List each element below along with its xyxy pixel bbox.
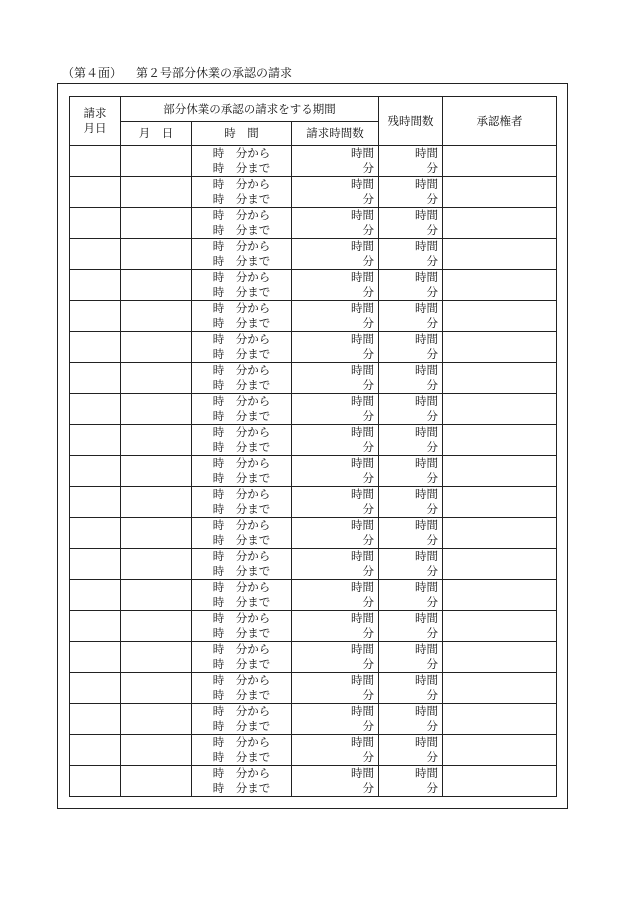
minutes-unit: 分 xyxy=(426,564,439,578)
time-from-label: 時 分から xyxy=(212,456,271,470)
hours-unit: 時間 xyxy=(415,425,439,439)
requested-hours-cell[interactable] xyxy=(292,146,379,177)
request-date-cell[interactable] xyxy=(70,611,121,642)
request-row xyxy=(70,363,557,394)
time-range-cell[interactable] xyxy=(192,487,292,518)
request-date-cell[interactable] xyxy=(70,673,121,704)
request-date-cell[interactable] xyxy=(70,704,121,735)
approver-cell[interactable] xyxy=(443,239,557,270)
hours-unit: 時間 xyxy=(415,177,439,191)
minutes-unit: 分 xyxy=(426,254,439,268)
time-range-cell[interactable] xyxy=(192,394,292,425)
month-day-cell[interactable] xyxy=(121,301,192,332)
time-from-label: 時 分から xyxy=(212,766,271,780)
request-date-cell[interactable] xyxy=(70,425,121,456)
remaining-hours-cell[interactable] xyxy=(379,332,443,363)
month-day-cell[interactable] xyxy=(121,735,192,766)
hours-unit: 時間 xyxy=(415,642,439,656)
minutes-unit: 分 xyxy=(426,502,439,516)
time-range-cell[interactable] xyxy=(192,363,292,394)
requested-hours-cell[interactable] xyxy=(292,425,379,456)
hours-unit: 時間 xyxy=(351,301,375,315)
remaining-hours-cell[interactable] xyxy=(379,146,443,177)
hours-unit: 時間 xyxy=(351,642,375,656)
hours-unit: 時間 xyxy=(415,704,439,718)
remaining-hours-header: 残時間数 xyxy=(379,97,443,146)
time-to-label: 時 分まで xyxy=(212,781,271,795)
time-to-label: 時 分まで xyxy=(212,719,271,733)
remaining-hours-cell[interactable] xyxy=(379,704,443,735)
remaining-hours-cell[interactable] xyxy=(379,456,443,487)
request-row xyxy=(70,611,557,642)
minutes-unit: 分 xyxy=(362,564,375,578)
month-day-cell[interactable] xyxy=(121,642,192,673)
time-to-label: 時 分まで xyxy=(212,409,271,423)
minutes-unit: 分 xyxy=(362,626,375,640)
approver-cell[interactable] xyxy=(443,611,557,642)
minutes-unit: 分 xyxy=(362,595,375,609)
time-to-label: 時 分まで xyxy=(212,347,271,361)
time-to-label: 時 分まで xyxy=(212,750,271,764)
approver-cell[interactable] xyxy=(443,673,557,704)
remaining-hours-cell[interactable] xyxy=(379,642,443,673)
time-range-cell[interactable] xyxy=(192,270,292,301)
time-range-cell[interactable] xyxy=(192,611,292,642)
time-from-label: 時 分から xyxy=(212,735,271,749)
minutes-unit: 分 xyxy=(426,440,439,454)
month-day-cell[interactable] xyxy=(121,549,192,580)
approver-cell[interactable] xyxy=(443,735,557,766)
request-row xyxy=(70,456,557,487)
month-day-cell[interactable] xyxy=(121,425,192,456)
remaining-hours-cell[interactable] xyxy=(379,239,443,270)
approver-cell[interactable] xyxy=(443,580,557,611)
time-to-label: 時 分まで xyxy=(212,626,271,640)
hours-unit: 時間 xyxy=(415,146,439,160)
remaining-hours-cell[interactable] xyxy=(379,270,443,301)
time-to-label: 時 分まで xyxy=(212,564,271,578)
form-title: 第２号部分休業の承認の請求 xyxy=(136,66,293,80)
minutes-unit: 分 xyxy=(426,161,439,175)
minutes-unit: 分 xyxy=(362,688,375,702)
time-from-label: 時 分から xyxy=(212,208,271,222)
request-date-cell[interactable] xyxy=(70,239,121,270)
requested-hours-cell[interactable] xyxy=(292,766,379,797)
request-row xyxy=(70,177,557,208)
hours-unit: 時間 xyxy=(415,673,439,687)
hours-unit: 時間 xyxy=(415,456,439,470)
minutes-unit: 分 xyxy=(426,688,439,702)
month-day-cell[interactable] xyxy=(121,487,192,518)
time-range-cell[interactable] xyxy=(192,518,292,549)
time-range-cell[interactable] xyxy=(192,301,292,332)
hours-unit: 時間 xyxy=(351,270,375,284)
hours-unit: 時間 xyxy=(351,363,375,377)
period-header: 部分休業の承認の請求をする期間 xyxy=(121,97,379,122)
month-day-cell[interactable] xyxy=(121,673,192,704)
approver-cell[interactable] xyxy=(443,146,557,177)
time-range-cell[interactable] xyxy=(192,766,292,797)
month-day-cell[interactable] xyxy=(121,704,192,735)
hours-unit: 時間 xyxy=(351,487,375,501)
minutes-unit: 分 xyxy=(362,471,375,485)
request-date-cell[interactable] xyxy=(70,208,121,239)
request-row xyxy=(70,425,557,456)
approver-cell[interactable] xyxy=(443,177,557,208)
minutes-unit: 分 xyxy=(426,223,439,237)
hours-unit: 時間 xyxy=(351,177,375,191)
time-from-label: 時 分から xyxy=(212,177,271,191)
approver-cell[interactable] xyxy=(443,208,557,239)
month-day-cell[interactable] xyxy=(121,270,192,301)
remaining-hours-cell[interactable] xyxy=(379,673,443,704)
time-to-label: 時 分まで xyxy=(212,254,271,268)
hours-unit: 時間 xyxy=(351,146,375,160)
approver-cell[interactable] xyxy=(443,456,557,487)
remaining-hours-cell[interactable] xyxy=(379,177,443,208)
request-table xyxy=(69,96,557,797)
remaining-hours-cell[interactable] xyxy=(379,766,443,797)
requested-hours-cell[interactable] xyxy=(292,363,379,394)
hours-unit: 時間 xyxy=(415,518,439,532)
request-date-cell[interactable] xyxy=(70,766,121,797)
time-header: 時 間 xyxy=(192,122,292,146)
hours-unit: 時間 xyxy=(415,239,439,253)
approver-header: 承認権者 xyxy=(443,97,557,146)
hours-unit: 時間 xyxy=(415,394,439,408)
approver-cell[interactable] xyxy=(443,363,557,394)
time-to-label: 時 分まで xyxy=(212,688,271,702)
approver-cell[interactable] xyxy=(443,425,557,456)
hours-unit: 時間 xyxy=(351,425,375,439)
time-from-label: 時 分から xyxy=(212,425,271,439)
requested-hours-cell[interactable] xyxy=(292,735,379,766)
minutes-unit: 分 xyxy=(426,471,439,485)
request-row xyxy=(70,518,557,549)
approver-cell[interactable] xyxy=(443,487,557,518)
month-day-cell[interactable] xyxy=(121,332,192,363)
time-range-cell[interactable] xyxy=(192,332,292,363)
month-day-cell[interactable] xyxy=(121,239,192,270)
requested-hours-cell[interactable] xyxy=(292,456,379,487)
requested-hours-cell[interactable] xyxy=(292,518,379,549)
hours-unit: 時間 xyxy=(415,301,439,315)
approver-cell[interactable] xyxy=(443,270,557,301)
time-range-cell[interactable] xyxy=(192,208,292,239)
time-range-cell[interactable] xyxy=(192,549,292,580)
minutes-unit: 分 xyxy=(426,409,439,423)
request-row xyxy=(70,580,557,611)
time-range-cell[interactable] xyxy=(192,239,292,270)
requested-hours-cell[interactable] xyxy=(292,394,379,425)
approver-cell[interactable] xyxy=(443,766,557,797)
remaining-hours-cell[interactable] xyxy=(379,518,443,549)
hours-unit: 時間 xyxy=(351,456,375,470)
hours-unit: 時間 xyxy=(415,735,439,749)
time-to-label: 時 分まで xyxy=(212,161,271,175)
month-day-cell[interactable] xyxy=(121,518,192,549)
approver-cell[interactable] xyxy=(443,642,557,673)
month-day-cell[interactable] xyxy=(121,580,192,611)
time-to-label: 時 分まで xyxy=(212,192,271,206)
time-range-cell[interactable] xyxy=(192,146,292,177)
minutes-unit: 分 xyxy=(362,750,375,764)
hours-unit: 時間 xyxy=(351,673,375,687)
request-row xyxy=(70,394,557,425)
remaining-hours-cell[interactable] xyxy=(379,611,443,642)
request-date-header: 請求 月日 xyxy=(70,97,121,146)
hours-unit: 時間 xyxy=(415,208,439,222)
minutes-unit: 分 xyxy=(426,533,439,547)
request-row xyxy=(70,735,557,766)
requested-hours-cell[interactable] xyxy=(292,611,379,642)
time-range-cell[interactable] xyxy=(192,735,292,766)
requested-hours-cell[interactable] xyxy=(292,270,379,301)
minutes-unit: 分 xyxy=(426,750,439,764)
time-range-cell[interactable] xyxy=(192,673,292,704)
month-day-header: 月 日 xyxy=(121,122,192,146)
minutes-unit: 分 xyxy=(362,378,375,392)
hours-unit: 時間 xyxy=(351,332,375,346)
hours-unit: 時間 xyxy=(415,766,439,780)
request-date-cell[interactable] xyxy=(70,549,121,580)
minutes-unit: 分 xyxy=(362,192,375,206)
hours-unit: 時間 xyxy=(415,549,439,563)
time-to-label: 時 分まで xyxy=(212,533,271,547)
hours-unit: 時間 xyxy=(415,270,439,284)
hours-unit: 時間 xyxy=(351,549,375,563)
request-date-cell[interactable] xyxy=(70,363,121,394)
time-from-label: 時 分から xyxy=(212,146,271,160)
month-day-cell[interactable] xyxy=(121,611,192,642)
requested-hours-cell[interactable] xyxy=(292,177,379,208)
month-day-cell[interactable] xyxy=(121,456,192,487)
time-range-cell[interactable] xyxy=(192,704,292,735)
requested-hours-cell[interactable] xyxy=(292,332,379,363)
form-page-label: （第４面） xyxy=(62,66,123,80)
minutes-unit: 分 xyxy=(362,347,375,361)
minutes-unit: 分 xyxy=(362,161,375,175)
request-row xyxy=(70,301,557,332)
requested-hours-cell[interactable] xyxy=(292,704,379,735)
request-date-cell[interactable] xyxy=(70,487,121,518)
request-row xyxy=(70,766,557,797)
minutes-unit: 分 xyxy=(426,626,439,640)
time-to-label: 時 分まで xyxy=(212,502,271,516)
minutes-unit: 分 xyxy=(362,440,375,454)
remaining-hours-cell[interactable] xyxy=(379,580,443,611)
minutes-unit: 分 xyxy=(426,781,439,795)
hours-unit: 時間 xyxy=(351,611,375,625)
month-day-cell[interactable] xyxy=(121,146,192,177)
request-date-cell[interactable] xyxy=(70,518,121,549)
minutes-unit: 分 xyxy=(426,347,439,361)
time-range-cell[interactable] xyxy=(192,642,292,673)
requested-hours-cell[interactable] xyxy=(292,580,379,611)
requested-hours-cell[interactable] xyxy=(292,549,379,580)
request-date-cell[interactable] xyxy=(70,735,121,766)
time-to-label: 時 分まで xyxy=(212,657,271,671)
time-to-label: 時 分まで xyxy=(212,440,271,454)
request-date-cell[interactable] xyxy=(70,146,121,177)
minutes-unit: 分 xyxy=(362,409,375,423)
minutes-unit: 分 xyxy=(362,781,375,795)
time-from-label: 時 分から xyxy=(212,611,271,625)
minutes-unit: 分 xyxy=(362,285,375,299)
request-date-cell[interactable] xyxy=(70,332,121,363)
time-from-label: 時 分から xyxy=(212,549,271,563)
minutes-unit: 分 xyxy=(362,254,375,268)
request-row xyxy=(70,704,557,735)
request-row xyxy=(70,239,557,270)
minutes-unit: 分 xyxy=(362,223,375,237)
hours-unit: 時間 xyxy=(415,611,439,625)
approver-cell[interactable] xyxy=(443,332,557,363)
request-row xyxy=(70,332,557,363)
remaining-hours-cell[interactable] xyxy=(379,425,443,456)
remaining-hours-cell[interactable] xyxy=(379,549,443,580)
minutes-unit: 分 xyxy=(426,595,439,609)
remaining-hours-cell[interactable] xyxy=(379,735,443,766)
request-date-cell[interactable] xyxy=(70,177,121,208)
minutes-unit: 分 xyxy=(426,378,439,392)
request-date-cell[interactable] xyxy=(70,456,121,487)
minutes-unit: 分 xyxy=(362,533,375,547)
request-date-cell[interactable] xyxy=(70,301,121,332)
minutes-unit: 分 xyxy=(426,285,439,299)
requested-hours-cell[interactable] xyxy=(292,208,379,239)
request-date-cell[interactable] xyxy=(70,580,121,611)
approver-cell[interactable] xyxy=(443,704,557,735)
minutes-unit: 分 xyxy=(362,657,375,671)
hours-unit: 時間 xyxy=(415,363,439,377)
form-heading xyxy=(62,64,292,81)
minutes-unit: 分 xyxy=(426,719,439,733)
remaining-hours-cell[interactable] xyxy=(379,301,443,332)
hours-unit: 時間 xyxy=(351,704,375,718)
hours-unit: 時間 xyxy=(415,580,439,594)
month-day-cell[interactable] xyxy=(121,208,192,239)
requested-hours-cell[interactable] xyxy=(292,301,379,332)
time-to-label: 時 分まで xyxy=(212,595,271,609)
time-from-label: 時 分から xyxy=(212,580,271,594)
hours-unit: 時間 xyxy=(415,487,439,501)
time-from-label: 時 分から xyxy=(212,518,271,532)
request-row xyxy=(70,208,557,239)
time-from-label: 時 分から xyxy=(212,394,271,408)
remaining-hours-cell[interactable] xyxy=(379,487,443,518)
time-from-label: 時 分から xyxy=(212,239,271,253)
approver-cell[interactable] xyxy=(443,518,557,549)
remaining-hours-cell[interactable] xyxy=(379,208,443,239)
month-day-cell[interactable] xyxy=(121,363,192,394)
request-row xyxy=(70,549,557,580)
request-row xyxy=(70,487,557,518)
minutes-unit: 分 xyxy=(426,657,439,671)
request-date-cell[interactable] xyxy=(70,394,121,425)
request-row xyxy=(70,673,557,704)
time-range-cell[interactable] xyxy=(192,425,292,456)
time-to-label: 時 分まで xyxy=(212,471,271,485)
time-range-cell[interactable] xyxy=(192,456,292,487)
minutes-unit: 分 xyxy=(426,192,439,206)
time-to-label: 時 分まで xyxy=(212,223,271,237)
request-row xyxy=(70,270,557,301)
requested-hours-cell[interactable] xyxy=(292,673,379,704)
remaining-hours-cell[interactable] xyxy=(379,363,443,394)
time-from-label: 時 分から xyxy=(212,270,271,284)
requested-hours-cell[interactable] xyxy=(292,642,379,673)
requested-hours-cell[interactable] xyxy=(292,239,379,270)
month-day-cell[interactable] xyxy=(121,394,192,425)
remaining-hours-cell[interactable] xyxy=(379,394,443,425)
time-to-label: 時 分まで xyxy=(212,378,271,392)
hours-unit: 時間 xyxy=(351,239,375,253)
approver-cell[interactable] xyxy=(443,549,557,580)
request-row xyxy=(70,146,557,177)
hours-unit: 時間 xyxy=(351,580,375,594)
requested-hours-header: 請求時間数 xyxy=(292,122,379,146)
hours-unit: 時間 xyxy=(351,766,375,780)
hours-unit: 時間 xyxy=(351,394,375,408)
minutes-unit: 分 xyxy=(362,719,375,733)
time-to-label: 時 分まで xyxy=(212,285,271,299)
month-day-cell[interactable] xyxy=(121,177,192,208)
approver-cell[interactable] xyxy=(443,394,557,425)
requested-hours-cell[interactable] xyxy=(292,487,379,518)
time-from-label: 時 分から xyxy=(212,487,271,501)
request-date-cell[interactable] xyxy=(70,642,121,673)
time-from-label: 時 分から xyxy=(212,332,271,346)
hours-unit: 時間 xyxy=(351,208,375,222)
minutes-unit: 分 xyxy=(362,502,375,516)
time-to-label: 時 分まで xyxy=(212,316,271,330)
time-range-cell[interactable] xyxy=(192,177,292,208)
approver-cell[interactable] xyxy=(443,301,557,332)
hours-unit: 時間 xyxy=(351,735,375,749)
time-from-label: 時 分から xyxy=(212,673,271,687)
request-row xyxy=(70,642,557,673)
time-from-label: 時 分から xyxy=(212,704,271,718)
hours-unit: 時間 xyxy=(351,518,375,532)
request-date-cell[interactable] xyxy=(70,270,121,301)
hours-unit: 時間 xyxy=(415,332,439,346)
time-from-label: 時 分から xyxy=(212,301,271,315)
month-day-cell[interactable] xyxy=(121,766,192,797)
minutes-unit: 分 xyxy=(426,316,439,330)
minutes-unit: 分 xyxy=(362,316,375,330)
time-range-cell[interactable] xyxy=(192,580,292,611)
time-from-label: 時 分から xyxy=(212,642,271,656)
time-from-label: 時 分から xyxy=(212,363,271,377)
